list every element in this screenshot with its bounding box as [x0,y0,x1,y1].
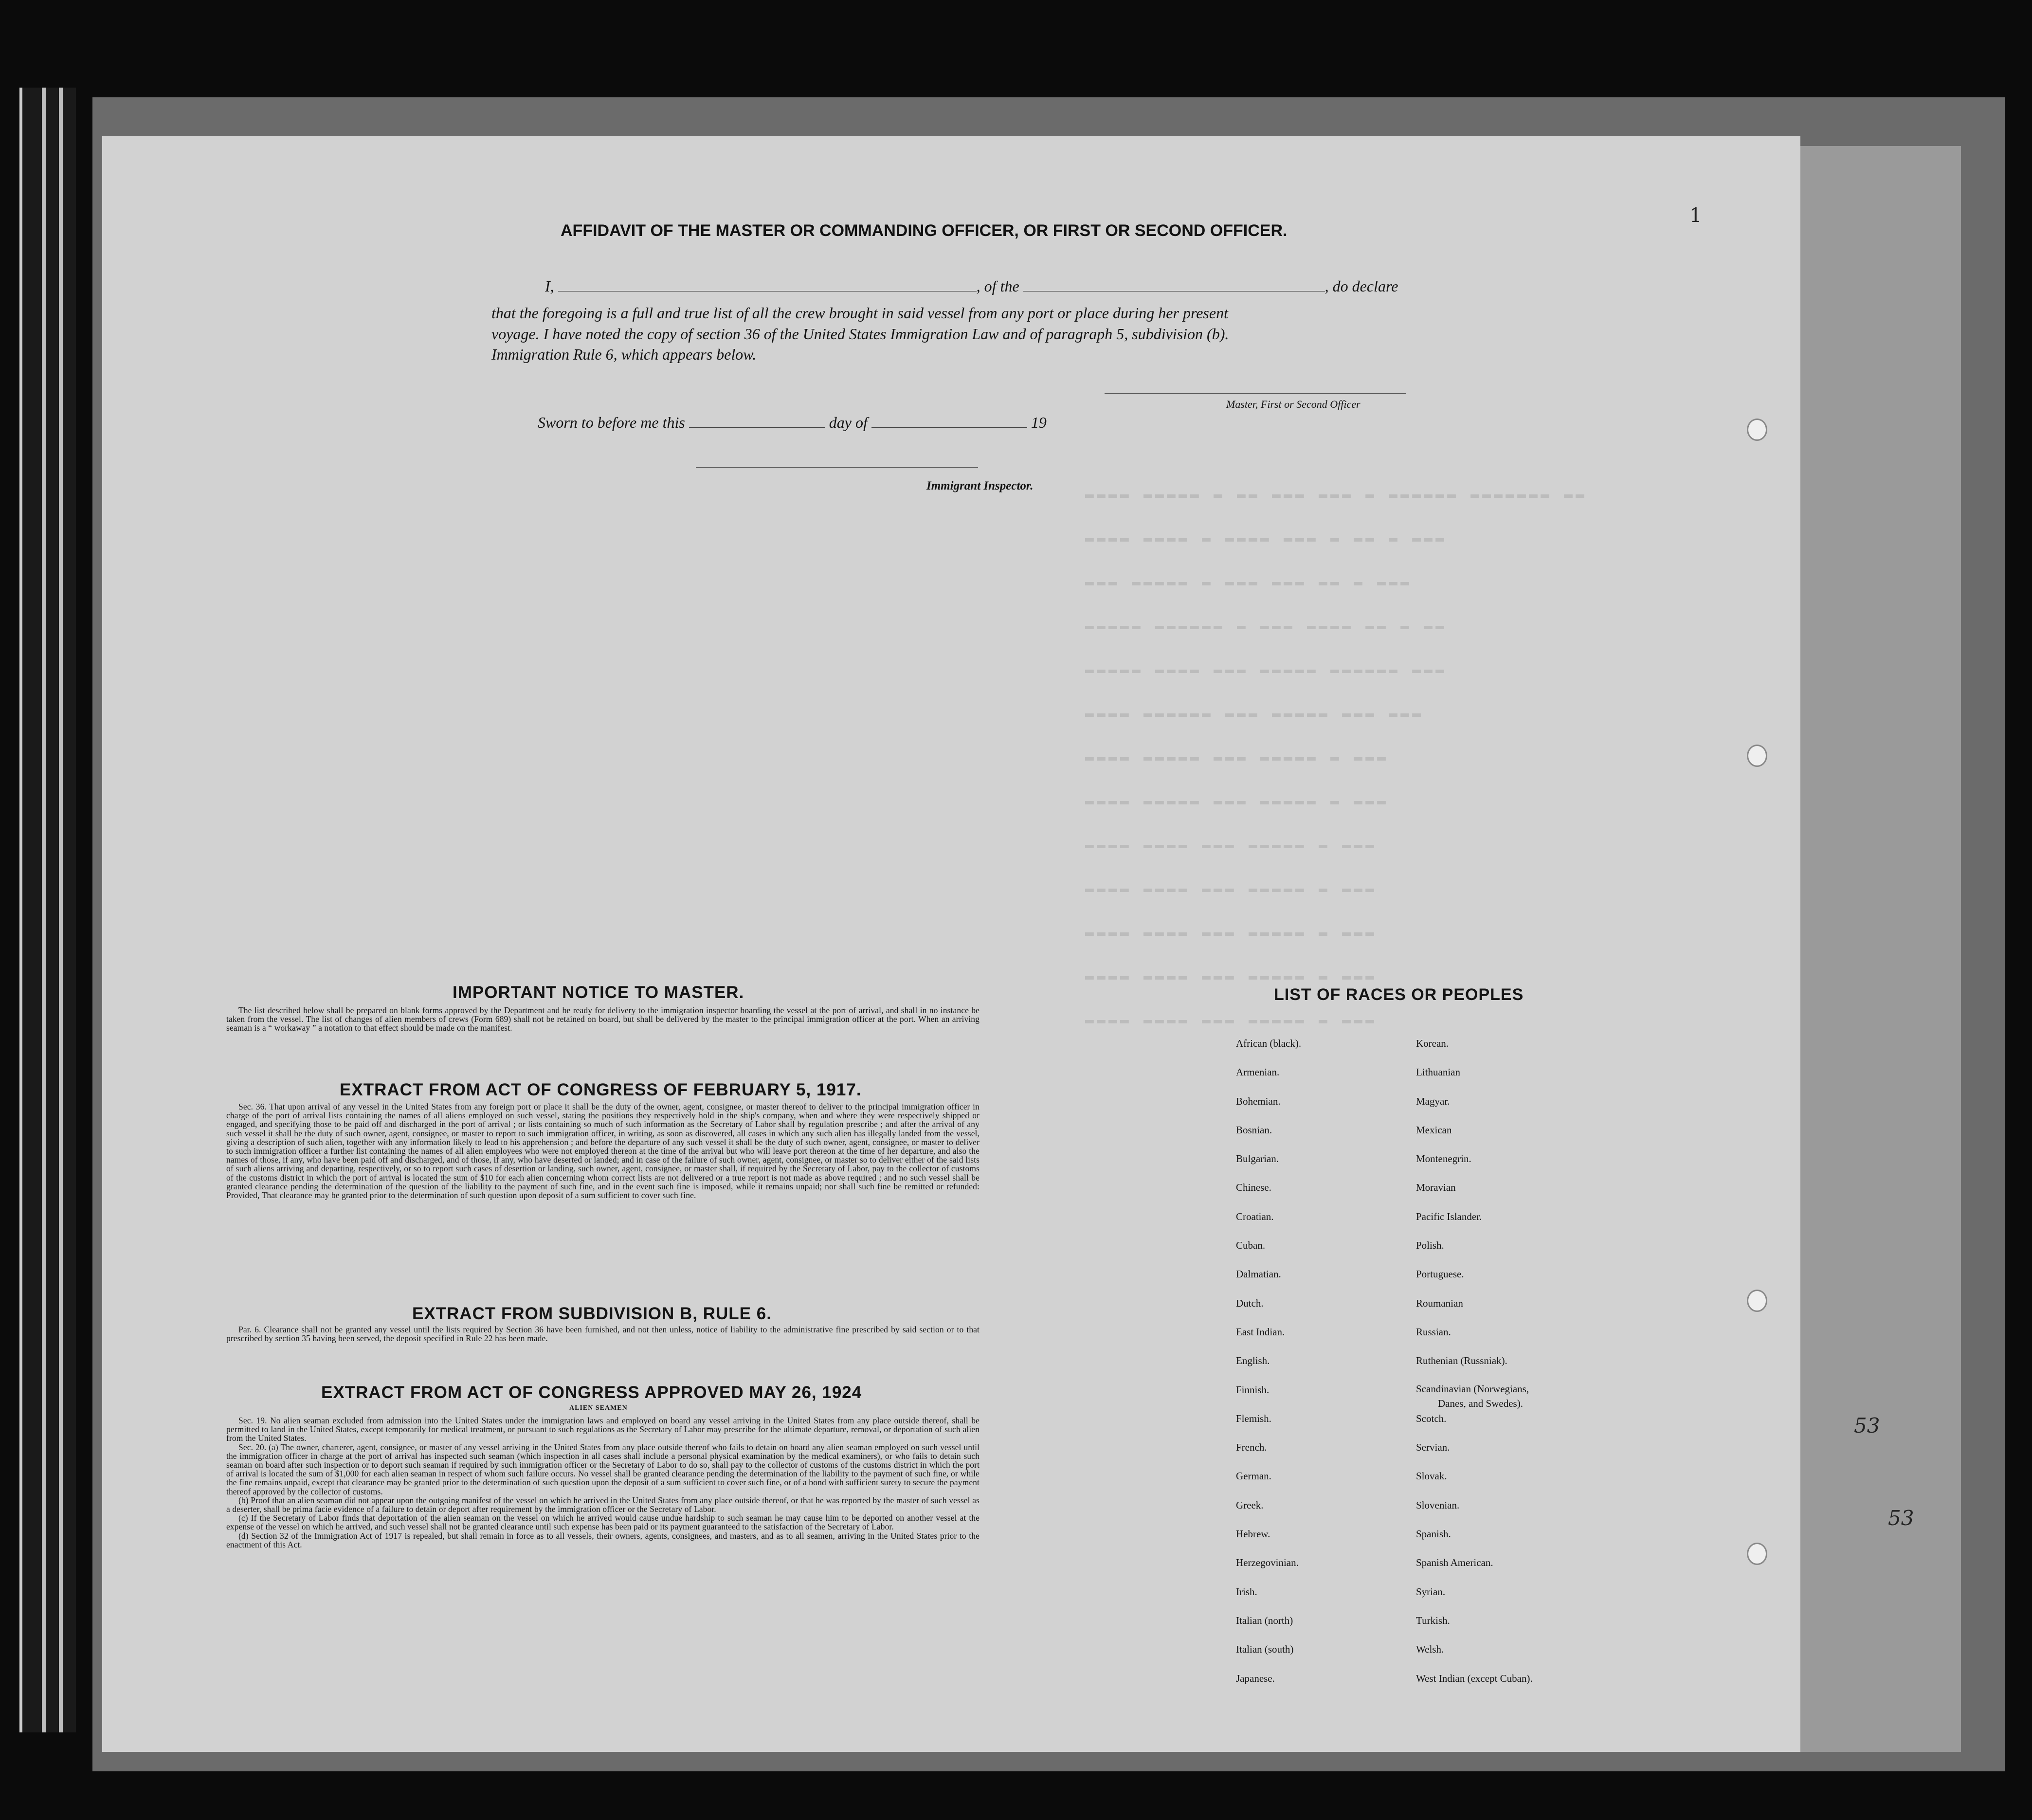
section-20d-paragraph: (d) Section 32 of the Immigration Act of 1917 is repealed, but shall remain in force as to all vessels, their owners, agents, consignees, and masters, and as to all seamen, arriving in the United States prior to the enactment of this Act. [226,1530,980,1549]
margin-number: 53 [1888,1506,1914,1530]
race-item: Spanish. [1416,1528,1451,1540]
race-item: Japanese. [1236,1672,1275,1684]
race-item: Ruthenian (Russniak). [1416,1355,1507,1367]
race-item: Bosnian. [1236,1124,1272,1136]
race-item: Servian. [1416,1441,1450,1454]
bleed-through-row: ▬▬▬▬ ▬▬▬▬▬ ▬ ▬▬ ▬▬▬ ▬▬▬ ▬ ▬▬▬▬▬▬ ▬▬▬▬▬▬▬ ▬▬ [1085,487,1588,503]
race-item: Slovenian. [1416,1499,1460,1511]
extract-1924-title: EXTRACT FROM ACT OF CONGRESS APPROVED MAY 26, 1924 [321,1383,862,1402]
race-item: Korean. [1416,1037,1449,1049]
section-20b-paragraph: (b) Proof that an alien seaman did not appear upon the outgoing manifest of the vessel on which he arrived in the United States from any place outside thereof, or that he was reported by the master of such vessel as a deserter, shall be prima facie evidence of a failure to detain or deport after requirement by the immigration officer or the Secretary of Labor. [226,1495,980,1514]
sworn-text: Sworn to before me this [538,414,685,431]
race-item: Croatian. [1236,1210,1274,1222]
section-19-paragraph: Sec. 19. No alien seaman excluded from admission into the United States under the immigration laws and employed on board any vessel arriving in the United States from any place outside thereof, shall be permitted to land in the United States, except temporarily for medical treatment, or pursuant to such regulations as the Secretary of Labor may prescribe for the ultimate departure, removal, or deportation of such alien from the United States. [226,1416,980,1443]
race-item: African (black). [1236,1037,1302,1049]
affidavit-line-2: that the foregoing is a full and true list of all the crew brought in said vessel from any port or place during her present [491,304,1228,322]
race-item: Dutch. [1236,1297,1264,1309]
section-20a-paragraph: Sec. 20. (a) The owner, charterer, agent, consignee, or master of any vessel arriving in the United States from any place outside thereof who fails to detain on board any alien seaman employed on such vessel until the immigration officer in charge at the port of arrival has inspected such seaman (which inspection in all cases shall include a personal physical examination by the medical examiners), or who fails to detain such seaman on board after such inspection or to deport such seaman if required by such immigration officer or the Secretary of Labor to do so, shall pay to the collector of customs of the customs district in which the port of arrival is located the sum of $1,000 for each alien seaman in respect of whom such failure occurs. No vessel shall be granted clearance pending the determination of the liability to the payment of such fine, or while the fine remains unpaid, except that clearance may be granted prior to the determination of such question upon the deposit of a sum sufficient to cover such fine, or of a bond with sufficient surety to secure the payment thereof approved by the collector of customs. [226,1442,980,1496]
race-item [1416,1376,1533,1409]
master-signature-line[interactable] [1105,393,1406,394]
race-item: Finnish. [1236,1383,1270,1396]
affidavit-line-1 [545,277,1398,295]
bleed-through-row: ▬▬▬▬ ▬▬▬▬ ▬▬▬ ▬▬▬▬▬ ▬ ▬▬▬ [1085,881,1378,897]
sworn-month-blank[interactable] [871,416,1027,428]
race-item: Polish. [1416,1239,1444,1252]
subdivision-title: EXTRACT FROM SUBDIVISION B, RULE 6. [412,1304,772,1323]
bleed-through-row: ▬▬▬▬ ▬▬▬▬ ▬▬▬ ▬▬▬▬▬ ▬ ▬▬▬ [1085,968,1378,985]
bleed-through-row: ▬▬▬▬ ▬▬▬▬▬ ▬▬▬ ▬▬▬▬▬ ▬ ▬▬▬ [1085,793,1389,810]
bleed-through-row: ▬▬▬▬ ▬▬▬▬▬ ▬▬▬ ▬▬▬▬▬ ▬ ▬▬▬ [1085,749,1389,766]
margin-number: 53 [1854,1414,1880,1438]
race-item: Montenegrin. [1416,1153,1471,1165]
races-title: LIST OF RACES OR PEOPLES [1274,985,1524,1004]
subdivision-text [226,1325,980,1343]
sworn-day-blank[interactable] [689,416,825,428]
form-page [102,136,1800,1752]
extract-1917-text [226,1102,980,1200]
punch-hole [1747,745,1767,767]
bleed-through-row: ▬▬▬▬ ▬▬▬▬ ▬ ▬▬▬▬ ▬▬▬ ▬ ▬▬ ▬ ▬▬▬ [1085,530,1448,547]
year-prefix: 19 [1031,414,1047,431]
race-item: Russian. [1416,1326,1451,1338]
races-list-left [1236,1029,1301,1693]
race-item: Cuban. [1236,1239,1266,1252]
race-item: Portuguese. [1416,1268,1464,1280]
affidavit-line-3: voyage. I have noted the copy of section 36 of the United States Immigration Law and of paragraph 5, subdivision (b). [491,325,1229,343]
punch-hole [1747,1543,1767,1565]
vessel-blank[interactable] [1023,279,1325,291]
page-mark: 1 [1689,204,1702,227]
race-item: French. [1236,1441,1267,1454]
alien-seamen-subtitle: ALIEN SEAMEN [569,1404,628,1412]
inspector-signature-line[interactable] [696,467,978,468]
race-item: Turkish. [1416,1614,1450,1626]
race-item: German. [1236,1470,1271,1482]
section-36-paragraph: Sec. 36. That upon arrival of any vessel in the United States from any foreign port or place it shall be the duty of the owner, agent, consignee, or master thereof to deliver to the principal immigration officer in charge of the port of arrival lists containing the names of all aliens employed on such vessel, stating the positions they respectively hold in the ship's company, when and where they were respectively shipped or engaged, and specifying those to be paid off and discharged in the port of arrival ; or lists containing so much of such information as the Secretary of Labor shall by regulation prescribe ; and after the arrival of any such vessel it shall be the duty of such owner, agent, consignee, or master to report to such immigration officer, in writing, as soon as discovered, all cases in which any such alien has illegally landed from the vessel, giving a description of such alien, together with any information likely to lead to his apprehension ; and before the departure of any such vessel it shall be the duty of such owner, agent, consignee, or master to deliver to such immigration officer a further list containing the names of all alien employees who were not employed thereon at the time of the arrival but who will leave port thereon at the time of her departure, and also the names of those, if any, who have been paid off and discharged, and of those, if any, who have deserted or landed; and in case of the failure of such owner, agent, consignee, or master so to deliver either of the said lists of such aliens arriving and departing, respectively, or so to report such cases of desertion or landing, such owner, agent, consignee, or master shall, if required by the Secretary of Labor, pay to the collector of customs of the customs district in which the port of arrival is located the sum of $10 for each alien concerning whom correct lists are not delivered or a true report is not made as above required ; and no such vessel shall be granted clearance pending the determination of the question of the liability to the payment of such fine, and in the event such fine is imposed, while it remains unpaid; nor shall such fine be remitted or refunded: Provided, That clearance may be granted prior to the determination of such question upon deposit of a sum sufficient to cover such fine. [226,1102,980,1201]
race-item: Herzegovinian. [1236,1557,1299,1569]
race-item: Lithuanian [1416,1066,1460,1078]
race-item: Flemish. [1236,1412,1271,1424]
affidavit-i: I, [545,277,554,295]
bleed-through-row: ▬▬▬▬▬ ▬▬▬▬ ▬▬▬ ▬▬▬▬▬ ▬▬▬▬▬▬ ▬▬▬ [1085,662,1448,678]
race-item: English. [1236,1355,1270,1367]
notice-paragraph: The list described below shall be prepared on blank forms approved by the Department and be ready for delivery to the immigration inspector boarding the vessel at the port of arrival, and shall in no instance be taken from the vessel. The list of changes of alien members of crews (Form 689) shall not be retained on board, but shall be delivered by the master to the principal immigration officer at the port. When an arriving seaman is a “ workaway ” a notation to that effect should be made on the manifest. [226,1005,980,1033]
bleed-through-row: ▬▬▬▬ ▬▬▬▬ ▬▬▬ ▬▬▬▬▬ ▬ ▬▬▬ [1085,837,1378,854]
race-item: Dalmatian. [1236,1268,1281,1280]
bleed-through-row: ▬▬▬▬ ▬▬▬▬▬▬ ▬▬▬ ▬▬▬▬▬ ▬▬▬ ▬▬▬ [1085,706,1424,722]
race-item: West Indian (except Cuban). [1416,1672,1533,1684]
affidavit-title: AFFIDAVIT OF THE MASTER OR COMMANDING OFFICER, OR FIRST OR SECOND OFFICER. [561,221,1288,240]
race-item: Roumanian [1416,1297,1463,1309]
race-item: Magyar. [1416,1095,1450,1107]
race-item-line: Scandinavian (Norwegians, [1416,1383,1529,1395]
sworn-line [538,414,1047,432]
page-margin-right [1800,146,1961,1752]
race-item: Scotch. [1416,1412,1447,1424]
race-item: Syrian. [1416,1585,1446,1598]
bleed-through-row: ▬▬▬▬ ▬▬▬▬ ▬▬▬ ▬▬▬▬▬ ▬ ▬▬▬ [1085,1012,1378,1029]
punch-hole [1747,419,1767,441]
race-item: Bohemian. [1236,1095,1281,1107]
name-blank[interactable] [558,279,977,291]
section-20c-paragraph: (c) If the Secretary of Labor finds that deportation of the alien seaman on the vessel on which he arrived would cause undue hardship to such seaman he may cause him to be deported on another vessel at the expense of the vessel on which he arrived, and such vessel shall not be granted clearance until such expense has been paid or its payment guaranteed to the satisfaction of the Secretary of Labor. [226,1513,980,1532]
notice-text [226,1006,980,1033]
bleed-through-row: ▬▬▬▬▬ ▬▬▬▬▬▬ ▬ ▬▬▬ ▬▬▬▬ ▬▬ ▬ ▬▬ [1085,618,1448,635]
race-item: Bulgarian. [1236,1153,1279,1165]
race-item: Chinese. [1236,1182,1271,1194]
affidavit-line-4: Immigration Rule 6, which appears below. [491,346,757,363]
race-item: Mexican [1416,1124,1452,1136]
race-item: Irish. [1236,1585,1257,1598]
race-item: Greek. [1236,1499,1264,1511]
affidavit-of-the: , of the [976,277,1019,295]
extract-1924-text [226,1416,980,1549]
race-item: Pacific Islander. [1416,1210,1482,1222]
race-item: Welsh. [1416,1643,1444,1656]
subdivision-paragraph: Par. 6. Clearance shall not be granted any vessel until the lists required by Section 36 have been furnished, and not then unless, notice of liability to the administrative fine prescribed by said section or to that prescribed by section 35 having been served, the deposit specified in Rule 22 has been made. [226,1325,980,1344]
day-of-text: day of [829,414,868,431]
race-item: Slovak. [1416,1470,1447,1482]
bleed-through-row: ▬▬▬▬ ▬▬▬▬ ▬▬▬ ▬▬▬▬▬ ▬ ▬▬▬ [1085,925,1378,941]
race-item: Armenian. [1236,1066,1280,1078]
race-item: East Indian. [1236,1326,1285,1338]
bleed-through-row: ▬▬▬ ▬▬▬▬▬ ▬ ▬▬▬ ▬▬▬ ▬▬ ▬ ▬▬▬ [1085,574,1413,591]
race-item: Moravian [1416,1182,1456,1194]
book-binding [19,88,76,1732]
race-item: Italian (south) [1236,1643,1294,1656]
extract-1917-title: EXTRACT FROM ACT OF CONGRESS OF FEBRUARY 5, 1917. [340,1080,862,1099]
master-signature-label: Master, First or Second Officer [1226,398,1361,410]
race-item: Hebrew. [1236,1528,1270,1540]
races-list-right [1416,1029,1533,1693]
race-item: Italian (north) [1236,1614,1293,1626]
race-item: Spanish American. [1416,1557,1493,1569]
punch-hole [1747,1290,1767,1312]
notice-title: IMPORTANT NOTICE TO MASTER. [453,983,744,1002]
inspector-label: Immigrant Inspector. [926,479,1034,492]
race-item-continuation: Danes, and Swedes). [1438,1397,1523,1409]
affidavit-declare: , do declare [1324,277,1398,295]
